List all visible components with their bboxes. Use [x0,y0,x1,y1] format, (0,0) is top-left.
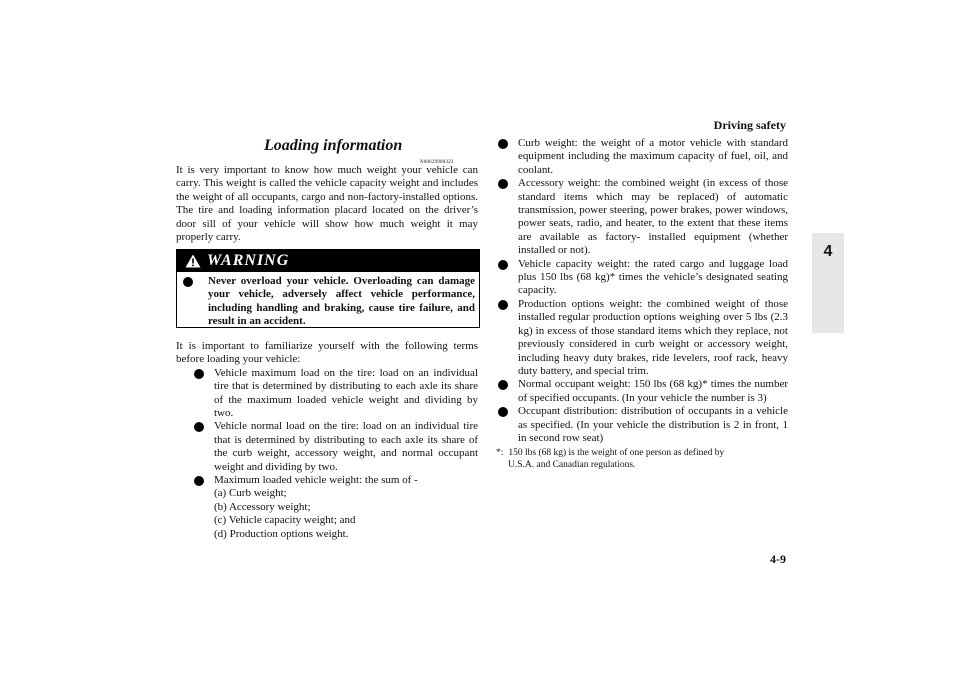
list-item: Normal occupant weight: 150 lbs (68 kg)* times the number of specified occupants. (In your vehicle the number is 3) [498,378,788,405]
sub-item: (c) Vehicle capacity weight; and [214,514,356,527]
list-item: Accessory weight: the combined weight (in excess of those standard items which may be replaced) of automatic transmission, power steering, power brakes, power windows, power seats, radio, and heater, to the extent that these items are available as factory- installed equipment (whether installed or not). [498,177,788,257]
terms-intro: It is important to familiarize yourself with the following terms before loading your vehicle: [176,340,478,366]
footnote [496,447,788,471]
terms-section-right [498,137,788,445]
section-code: N00629900323 [420,160,454,165]
footnote-line-1: 150 lbs (68 kg) is the weight of one person as defined by [508,448,725,458]
running-header-title: Driving safety [713,118,786,132]
warning-header [177,250,479,272]
intro-paragraph: It is very important to know how much weight your vehicle can carry. This weight is called the vehicle capacity weight and includes the weight of all occupants, cargo and non-factory-installed options. The tire and loading information placard located on the driver’s door sill of your vehicle will show how much weight it may properly carry. [176,164,478,244]
bullet-icon [498,407,508,417]
warning-box [176,249,480,328]
page-number: 4-9 [770,552,786,566]
bullet-icon [498,260,508,270]
bullet-icon [498,179,508,189]
list-item: Vehicle normal load on the tire: load on an individual tire that is determined by distributing to each axle its share of the curb weight, accessory weight, and normal occupant weight and dividing by two. [194,420,478,474]
bullet-icon [498,380,508,390]
bullet-icon [194,422,204,432]
section-heading [176,137,476,155]
list-item: Occupant distribution: distribution of occupants in a vehicle as specified. (In your vehicle the distribution is 2 in front, 1 in second row seat) [498,405,788,445]
sub-item: (d) Production options weight. [214,527,349,540]
list-item: Curb weight: the weight of a motor vehicle with standard equipment including the maximum capacity of fuel, oil, and coolant. [498,137,788,177]
footnote-mark: *: [496,448,504,458]
chapter-tab-number: 4 [823,243,833,260]
footnote-line-2: U.S.A. and Canadian regulations. [508,460,636,470]
list-item-max-loaded: Maximum loaded vehicle weight: the sum of - (a) Curb weight; (b) Accessory weight; (c) Vehicle capacity weight; and (d) Production options weight. [194,474,478,541]
chapter-tab [812,233,844,333]
list-item: Vehicle capacity weight: the rated cargo and luggage load plus 150 lbs (68 kg)* times the vehicle’s designated seating capacity. [498,258,788,298]
warning-triangle-icon [185,254,201,268]
sub-item: (b) Accessory weight; [214,500,311,513]
terms-section-left [176,340,478,541]
list-item: Vehicle maximum load on the tire: load on an individual tire that is determined by distributing to each axle its share of the maximum loaded vehicle weight and dividing by two. [194,367,478,421]
bullet-icon [498,300,508,310]
bullet-icon [194,476,204,486]
section-title: Loading information [264,137,403,154]
warning-heading: WARNING [207,252,290,269]
warning-item: Never overload your vehicle. Overloading can damage your vehicle, adversely affect vehicle performance, including handling and braking, cause tire failure, and result in an accident. [193,275,475,329]
bullet-icon [183,277,193,287]
bullet-icon [498,139,508,149]
sub-item: (a) Curb weight; [214,487,287,500]
bullet-icon [194,369,204,379]
list-item: Production options weight: the combined weight of those installed regular production options weighing over 5 lbs (2.3 kg) in excess of those standard items which they replace, not previously considered in curb weight or accessory weight, including heavy duty brakes, ride levelers, roof rack, heavy duty battery, and special trim. [498,298,788,378]
